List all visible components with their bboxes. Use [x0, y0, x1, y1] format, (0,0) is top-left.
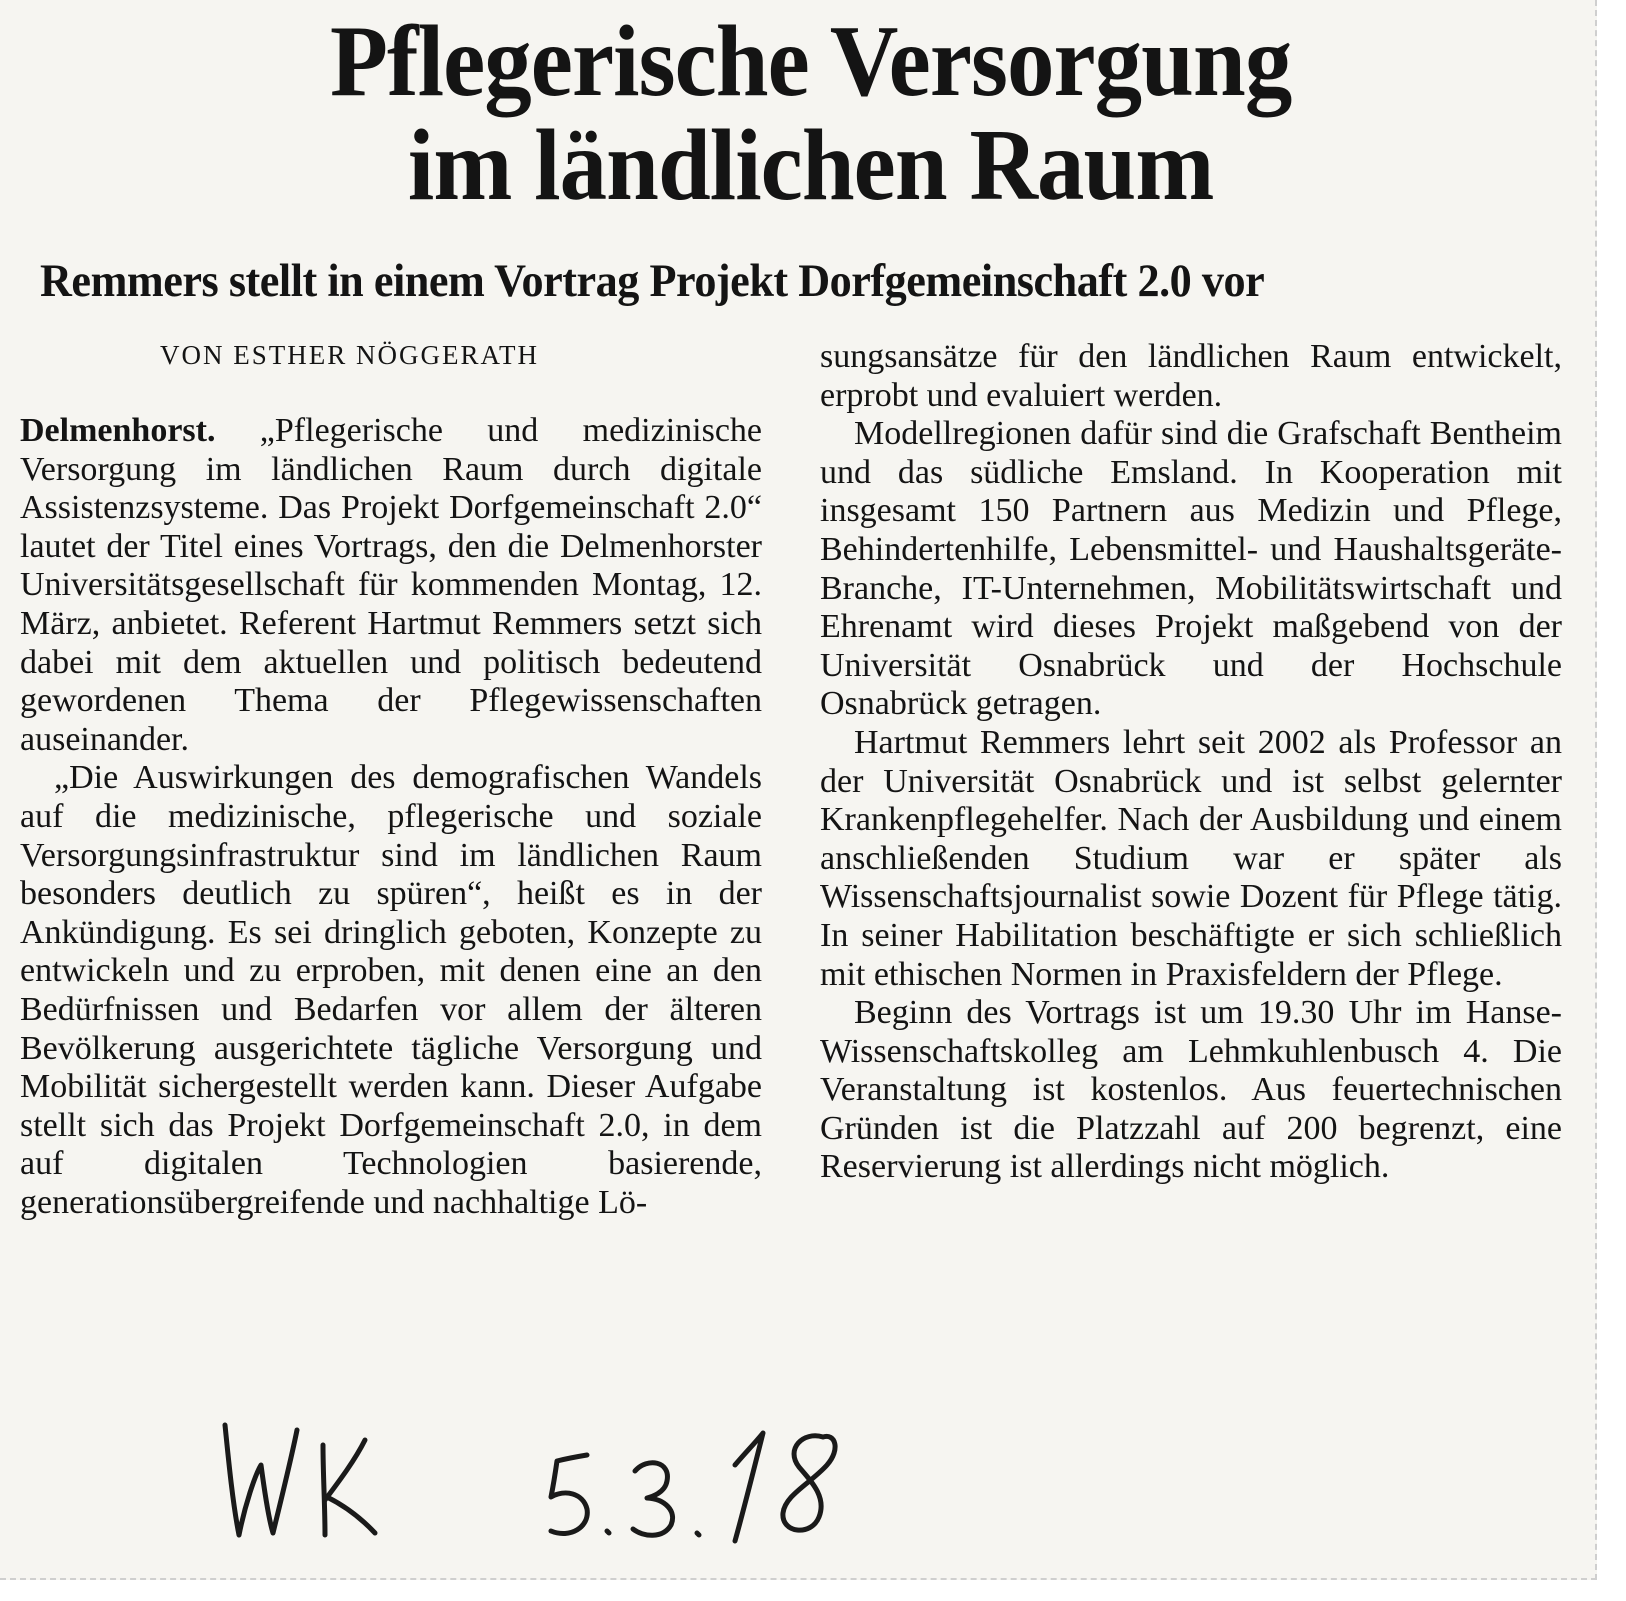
- article-headline: [55, 5, 1567, 222]
- handwritten-note: [215, 1405, 935, 1545]
- paragraph: [20, 412, 762, 759]
- paragraph: „Die Auswirkungen des demografischen Wandels auf die medizinische, pflegerische und soziale Versorgungsinfrastruktur sind im ländlichen Raum besonders deutlich zu spüren“, heißt es in der Ankündigung. Es sei dringlich geboten, Konzepte zu entwickeln und zu erproben, mit denen eine an den Bedürfnissen und Bedarfen vor allem der älteren Bevölkerung ausgerichtete tägliche Versorgung und Mobilität sichergestellt werden kann. Dieser Aufgabe stellt sich das Projekt Dorfgemeinschaft 2.0, in dem auf digitalen Technologien basierende, generationsübergreifende und nachhaltige Lö-: [20, 759, 762, 1221]
- article-column-left: [20, 412, 762, 1222]
- dateline: Delmenhorst.: [20, 412, 216, 449]
- article-byline: VON ESTHER NÖGGERATH: [160, 340, 539, 370]
- headline-line-1: Pflegerische Versorgung: [330, 5, 1292, 118]
- paragraph: Hartmut Remmers lehrt seit 2002 als Professor an der Universität Osnabrück und ist selbst gelernter Krankenpflegehelfer. Nach der Ausbildung und einem anschließenden Studium war er später als Wissenschaftsjournalist sowie Dozent für Pflege tätig. In seiner Habilitation beschäftigte er sich schließlich mit ethischen Normen in Praxisfeldern der Pflege.: [820, 723, 1562, 993]
- headline-line-2: im ländlichen Raum: [407, 109, 1214, 222]
- article-subheadline: Remmers stellt in einem Vortrag Projekt Dorfgemeinschaft 2.0 vor: [40, 255, 1265, 307]
- paragraph: Modellregionen dafür sind die Grafschaft Bentheim und das südliche Emsland. In Kooperation mit insgesamt 150 Partnern aus Medizin und Pflege, Behindertenhilfe, Lebensmittel- und Haushaltsgeräte-Branche, IT-Unternehmen, Mobilitätswirtschaft und Ehrenamt wird dieses Projekt maßgebend von der Universität Osnabrück und der Hochschule Osnabrück getragen.: [820, 415, 1562, 723]
- paragraph-text: „Pflegerische und medizinische Versorgung im ländlichen Raum durch digitale Assistenzsysteme. Das Projekt Dorfgemeinschaft 2.0“ lautet der Titel eines Vortrags, den die Delmenhorster Universitätsgesellschaft für kommenden Montag, 12. März, anbietet. Referent Hartmut Remmers setzt sich dabei mit dem aktuellen und politisch bedeutend gewordenen Thema der Pflegewissenschaften auseinander.: [20, 412, 762, 758]
- paragraph: Beginn des Vortrags ist um 19.30 Uhr im Hanse-Wissenschaftskolleg am Lehmkuhlenbusch 4. Die Veranstaltung ist kostenlos. Aus feuertechnischen Gründen ist die Platzzahl auf 200 begrenzt, eine Reservierung ist allerdings nicht möglich.: [820, 994, 1562, 1186]
- article-column-right: [820, 338, 1562, 1187]
- paragraph: sungsansätze für den ländlichen Raum entwickelt, erprobt und evaluiert werden.: [820, 338, 1562, 414]
